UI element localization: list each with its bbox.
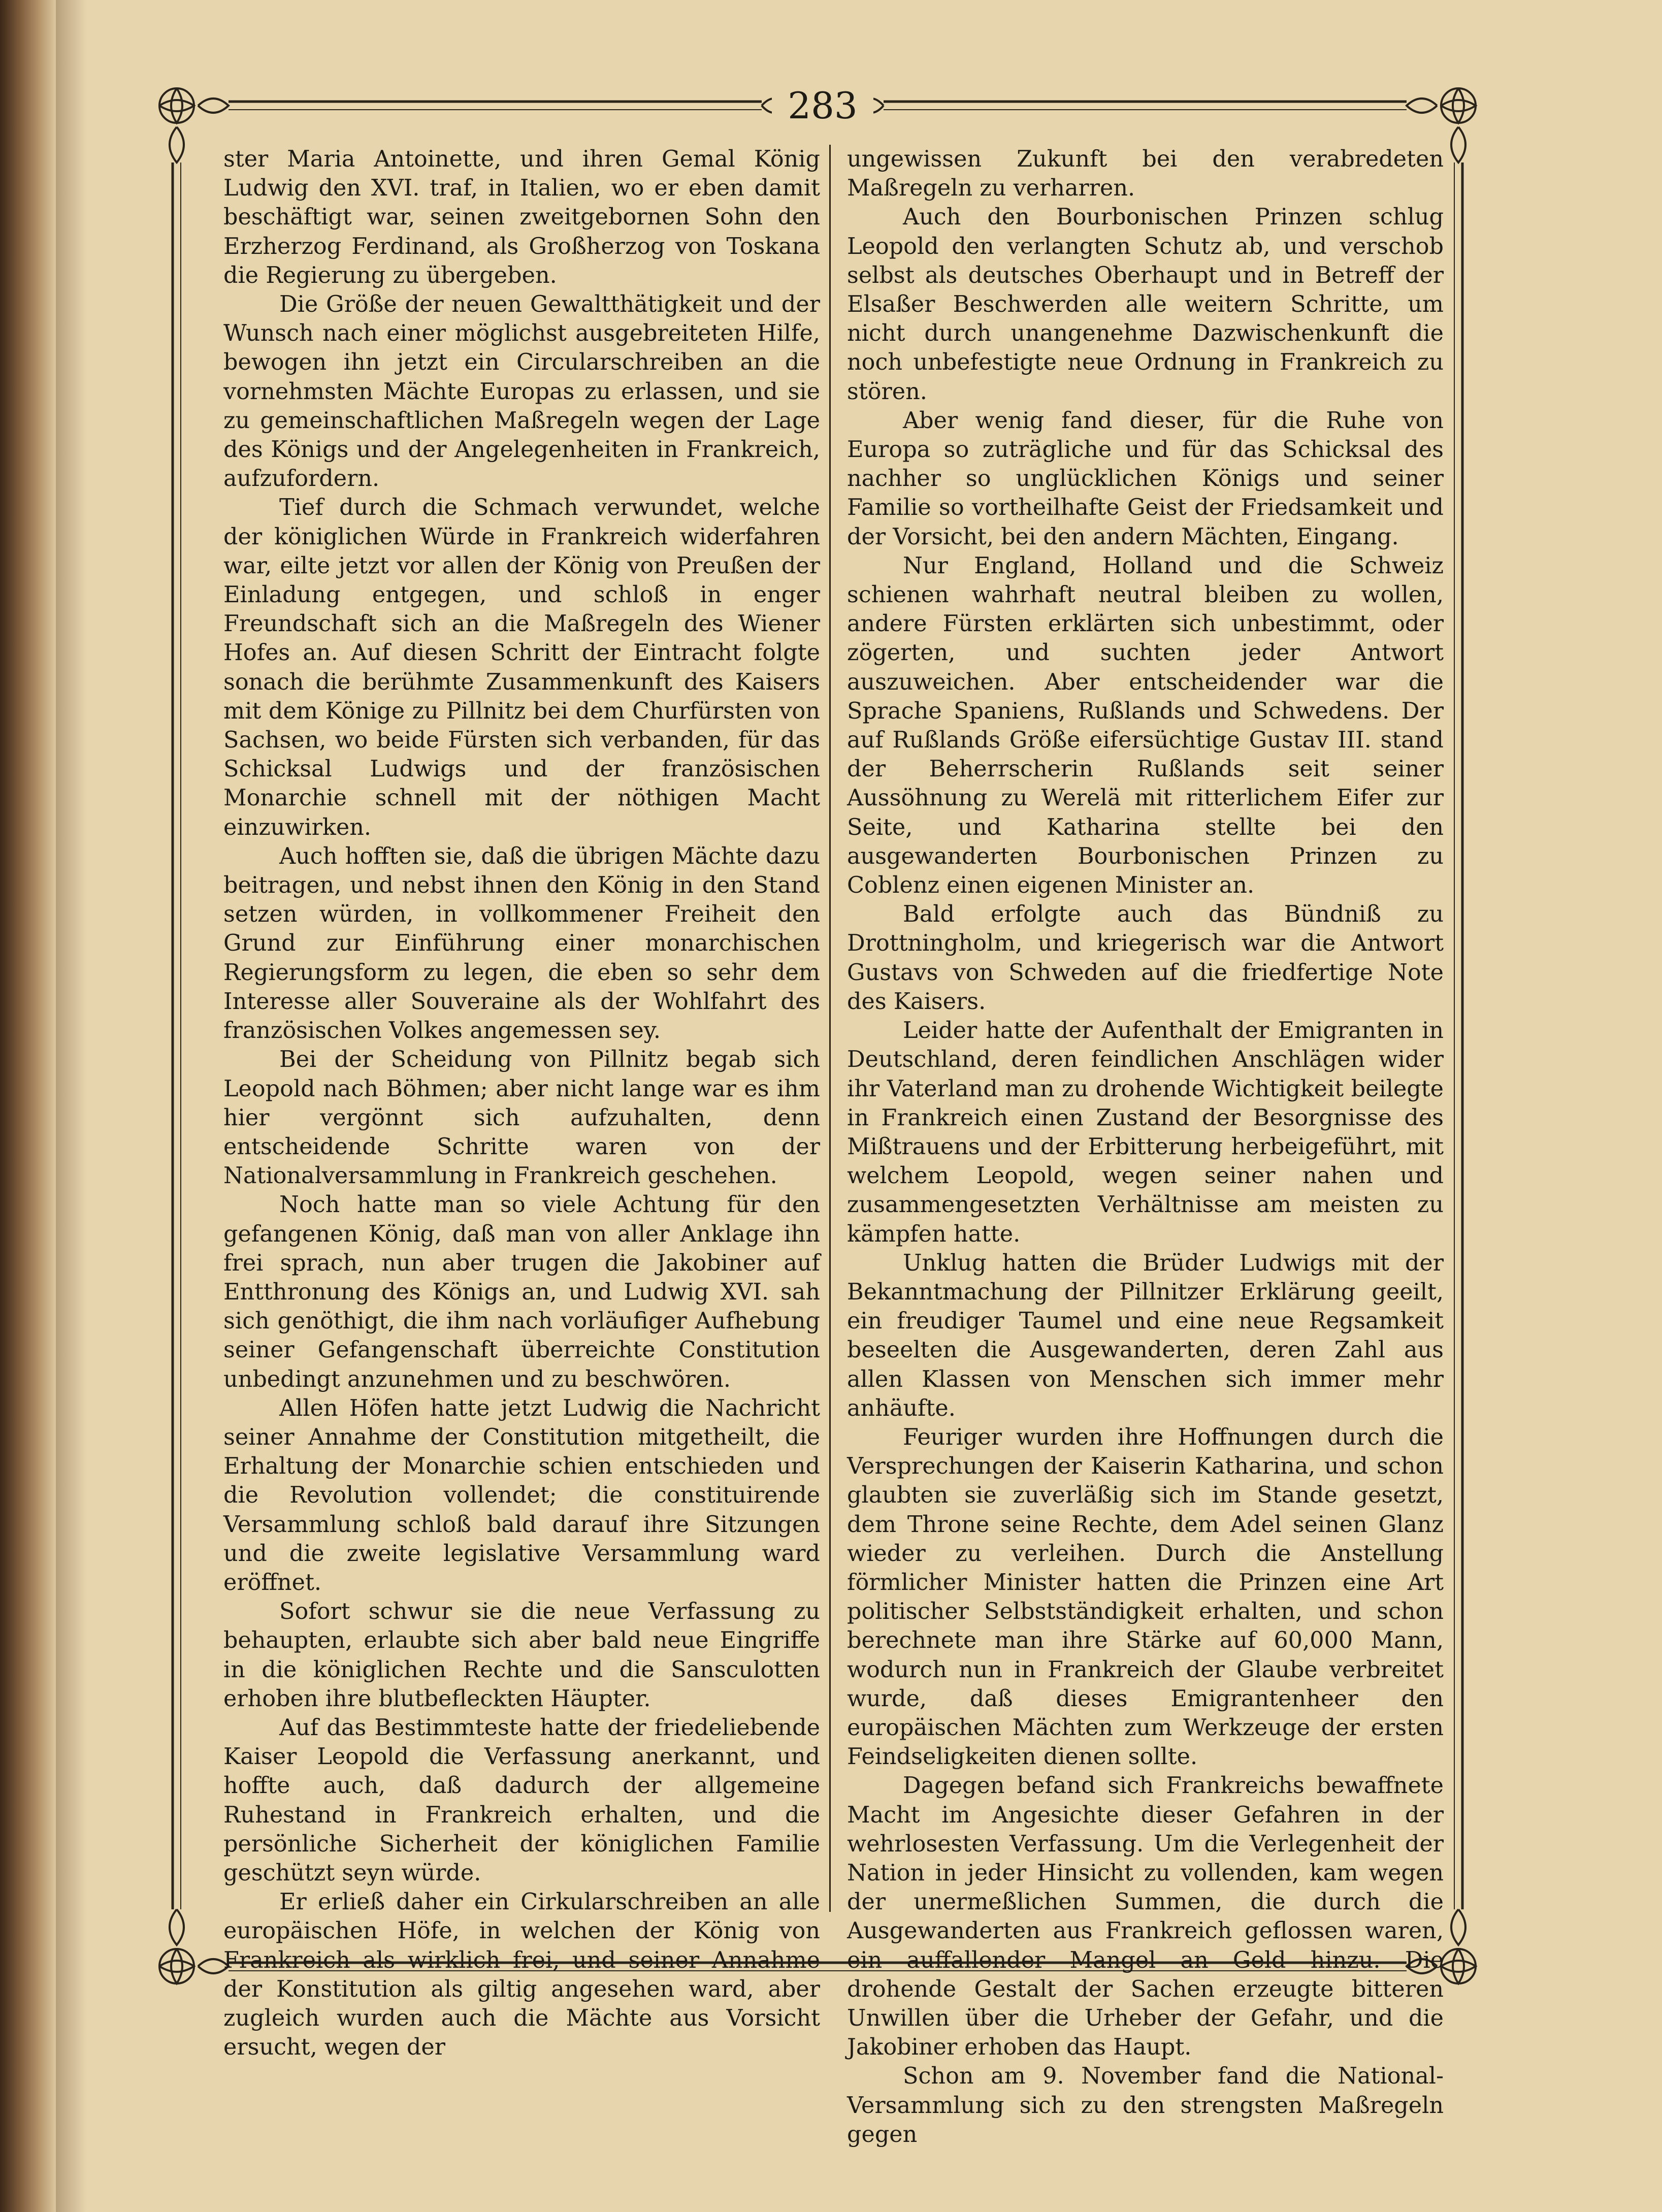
paragraph: Schon am 9. November fand die National-Versammlung sich zu den strengsten Maßregeln gegen [847,2063,1444,2148]
paragraph: Feuriger wurden ihre Hoffnungen durch die Versprechungen der Kaiserin Katharina, und schon glaubten sie zuverläßig sich im Stande gesetzt, dem Throne seine Rechte, dem Adel seinen Glanz wieder zu verleihen. Durch die Anstellung förmlicher Minister hatten die Prinzen eine Art politischer Selbstständigkeit erhalten, und schon berechnete man ihre Stärke auf 60,000 Mann, wodurch nun in Frankreich der Glaube verbreitet wurde, daß dieses Emigrantenheer den europäischen Mächten zum Werkzeuge der ersten Feindseligkeiten dienen sollte. [847,1424,1444,1770]
paragraph: Nur England, Holland und die Schweiz schienen wahrhaft neutral bleiben zu wollen, andere Fürsten erklärten sich unbestimmt, oder zögerten, und suchten jeder Antwort auszuweichen. Aber entscheidender war die Sprache Spaniens, Rußlands und Schwedens. Der auf Rußlands Größe eifersüchtige Gustav III. stand der Beherrscherin Rußlands seit seiner Aussöhnung zu Werelä mit ritterlichem Eifer zur Seite, und Katharina stellte bei den ausgewanderten Bourbonischen Prinzen zu Coblenz einen eigenen Minister an. [847,552,1444,899]
paragraph: Dagegen befand sich Frankreichs bewaffnete Macht im Angesichte dieser Gefahren in der wehrlosesten Verfassung. Um die Verlegenheit der Nation in jeder Hinsicht zu vollenden, kam wegen der unermeßlichen Summen, die durch die Ausgewanderten aus Frankreich geflossen waren, ein auffallender Mangel an Geld hinzu. Die drohende Gestalt der Sachen erzeugte bitteren Unwillen über die Urheber der Gefahr, und die Jakobiner erhoben das Haupt. [847,1773,1444,2061]
right-text-column [847,145,1444,2149]
paragraph: Bei der Scheidung von Pillnitz begab sich Leopold nach Böhmen; aber nicht lange war es ihm hier vergönnt sich aufzuhalten, denn entscheidende Schritte waren von der Nationalversammlung in Frankreich geschehen. [223,1047,820,1189]
page-gutter-shadow [56,0,86,2212]
paragraph: Leider hatte der Aufenthalt der Emigranten in Deutschland, deren feindlichen Anschlägen wider ihr Vaterland man zu drohende Wichtigkeit beilegte in Frankreich einen Zustand der Besorgnisse des Mißtrauens und der Erbitterung herbeigeführt, mit welchem Leopold, wegen seiner nahen und zusammengesetzten Verhältnisse am meisten zu kämpfen hatte. [847,1018,1444,1247]
paragraph: Er erließ daher ein Cirkularschreiben an alle europäischen Höfe, in welchen der König von Frankreich als wirklich frei, und seiner Annahme der Konstitution als giltig angesehen ward, aber zugleich wurden auch die Mächte aus Vorsicht ersucht, wegen der [223,1889,820,2061]
paragraph: Allen Höfen hatte jetzt Ludwig die Nachricht seiner Annahme der Constitution mitgetheilt, die Erhaltung der Monarchie schien entschieden und die Revolution vollendet; die constituirende Versammlung schloß bald darauf ihre Sitzungen und die zweite legislative Versammlung ward eröffnet. [223,1395,820,1596]
column-divider [829,145,831,1912]
paragraph: Sofort schwur sie die neue Verfassung zu behaupten, erlaubte sich aber bald neue Eingriffe in die königlichen Rechte und die Sansculotten erhoben ihre blutbefleckten Häupter. [223,1599,820,1712]
paragraph: Unklug hatten die Brüder Ludwigs mit der Bekanntmachung der Pillnitzer Erklärung geeilt, ein freudiger Taumel und eine neue Regsamkeit beseelten die Ausgewanderten, deren Zahl aus allen Klassen von Menschen sich immer mehr anhäufte. [847,1250,1444,1421]
paragraph: Auf das Bestimmteste hatte der friedeliebende Kaiser Leopold die Verfassung anerkannt, und hoffte auch, daß dadurch der allgemeine Ruhestand in Frankreich erhalten, und die persönliche Sicherheit der königlichen Familie geschützt seyn würde. [223,1714,820,1886]
paragraph: ster Maria Antoinette, und ihren Gemal König Ludwig den XVI. traf, in Italien, wo er eben damit beschäftigt war, seinen zweitgebornen Sohn den Erzherzog Ferdinand, als Großherzog von Toskana die Regierung zu übergeben. [223,146,820,288]
paragraph: Noch hatte man so viele Achtung für den gefangenen König, daß man von aller Anklage ihn frei sprach, nun aber trugen die Jakobiner auf Entthronung des Königs an, und Ludwig XVI. sah sich genöthigt, die ihm nach vorläufiger Aufhebung seiner Gefangenschaft überreichte Constitution unbedingt anzunehmen und zu beschwören. [223,1192,820,1392]
paragraph: Bald erfolgte auch das Bündniß zu Drottningholm, und kriegerisch war die Antwort Gustavs von Schweden auf die friedfertige Note des Kaisers. [847,901,1444,1015]
paragraph: Die Größe der neuen Gewaltthätigkeit und der Wunsch nach einer möglichst ausgebreiteten Hilfe, bewogen ihn jetzt ein Circularschreiben an die vornehmsten Mächte Europas zu erlassen, und sie zu gemeinschaftlichen Maßregeln wegen der Lage des Königs und der Angelegenheiten in Frankreich, aufzufordern. [223,291,820,492]
book-binding-edge [0,0,56,2212]
paragraph: Auch den Bourbonischen Prinzen schlug Leopold den verlangten Schutz ab, und verschob selbst als deutsches Oberhaupt und in Betreff der Elsaßer Beschwerden alle weitern Schritte, um nicht durch unangenehme Dazwischenkunft die noch unbefestigte neue Ordnung in Frankreich zu stören. [847,204,1444,405]
paragraph: Tief durch die Schmach verwundet, welche der königlichen Würde in Frankreich widerfahren war, eilte jetzt vor allen der König von Preußen der Einladung entgegen, und schloß in enger Freundschaft sich an die Maßregeln des Wiener Hofes an. Auf diesen Schritt der Eintracht folgte sonach die berühmte Zusammenkunft des Kaisers mit dem Könige zu Pillnitz bei dem Churfürsten von Sachsen, wo beide Fürsten sich verbanden, für das Schicksal Ludwigs und der französischen Monarchie schnell mit der nöthigen Macht einzuwirken. [223,495,820,840]
paragraph: Aber wenig fand dieser, für die Ruhe von Europa so zuträgliche und für das Schicksal des nachher so unglücklichen Königs und seiner Familie so vortheilhafte Geist der Friedsamkeit und der Vorsicht, bei den andern Mächten, Eingang. [847,407,1444,550]
paragraph: ungewissen Zukunft bei den verabredeten Maßregeln zu verharren. [847,146,1444,202]
paragraph: Auch hofften sie, daß die übrigen Mächte dazu beitragen, und nebst ihnen den König in den Stand setzen würden, in vollkommener Freiheit den Grund zur Einführung einer monarchischen Regierungsform zu legen, die eben so sehr dem Interesse aller Souveraine als der Wohlfahrt des französischen Volkes angemessen sey. [223,843,820,1044]
page-number: 283 [772,80,873,131]
left-text-column [223,145,820,2062]
